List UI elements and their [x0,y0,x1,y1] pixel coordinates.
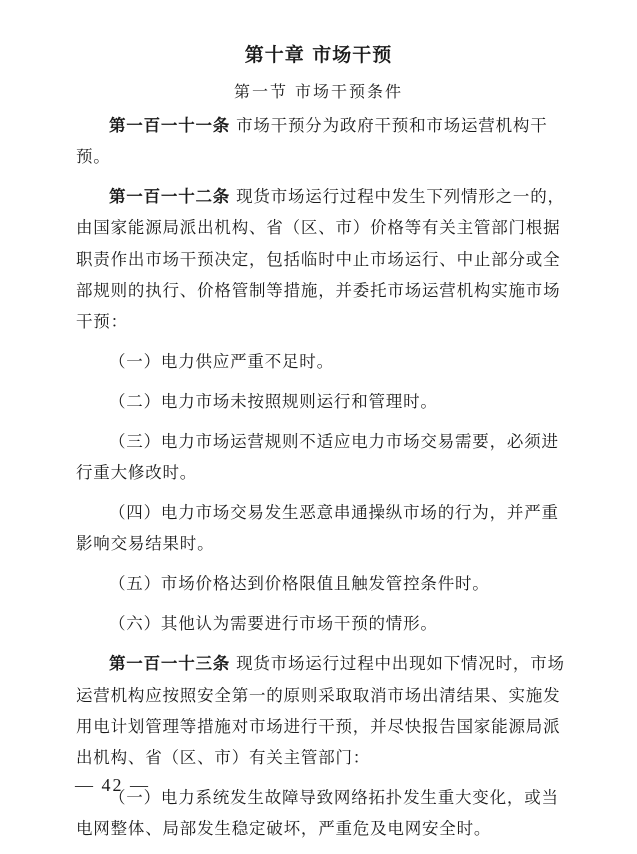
list-item: （一）电力系统发生故障导致网络拓扑发生重大变化，或当电网整体、局部发生稳定破坏，严重危及电网安全时。 [76,788,559,839]
article-label: 第一百一十三条 [109,654,231,674]
page-number: — 42 — [75,775,150,795]
article-text: 现货市场运行过程中发生下列情形之一的，由国家能源局派出机构、省（区、市）价格等有关主管部门根据职责作出市场干预决定，包括临时中止市场运行、中止部分或全部规则的执行、价格管制等措施，并委托市场运营机构实施市场干预： [76,187,565,332]
list-item: （五）市场价格达到价格限值且触发管控条件时。 [109,574,490,594]
list-item: （二）电力市场未按照规则运行和管理时。 [109,392,438,412]
article-113 [76,648,574,773]
document-body [76,110,574,853]
list-item: （六）其他认为需要进行市场干预的情形。 [109,614,438,634]
chapter-title: 第十章 市场干预 [244,44,393,66]
article-111 [76,110,574,172]
list-item: （一）电力供应严重不足时。 [109,352,334,372]
article-label: 第一百一十一条 [109,116,231,135]
list-item: （四）电力市场交易发生恶意串通操纵市场的行为，并严重影响交易结果时。 [76,503,559,554]
article-text: 现货市场运行过程中出现如下情况时，市场运营机构应按照安全第一的原则采取取消市场出清结果、实施发用电计划管理等措施对市场进行干预，并尽快报告国家能源局派出机构、省（区、市）有关主管部门： [76,654,565,768]
section-title: 第一节 市场干预条件 [233,82,404,101]
article-112 [76,181,574,337]
article-label: 第一百一十二条 [109,187,231,207]
article-text: 市场干预分为政府干预和市场运营机构干预。 [76,116,548,167]
list-item: （三）电力市场运营规则不适应电力市场交易需要，必须进行重大修改时。 [76,432,559,483]
